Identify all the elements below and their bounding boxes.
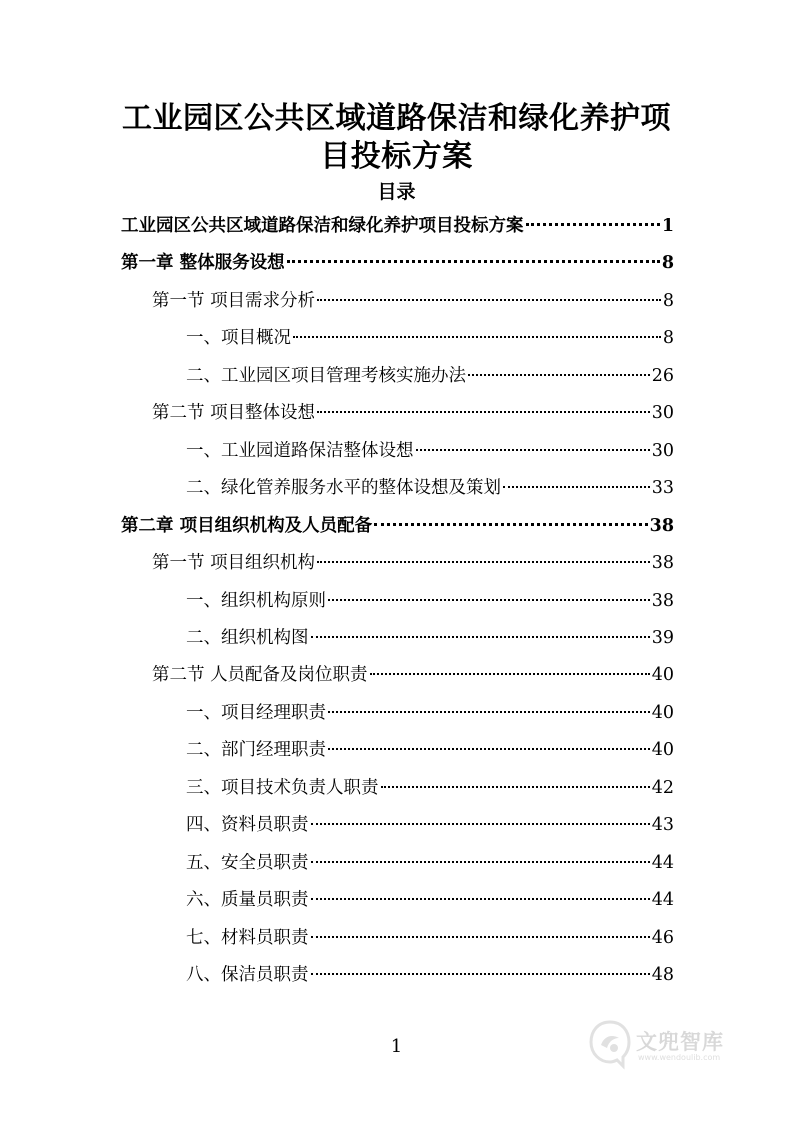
- toc-entry-page: 40: [651, 740, 674, 760]
- toc-entry[interactable]: [186, 924, 674, 952]
- toc-entry-label: 五、安全员职责: [186, 853, 309, 873]
- toc-dot-leader: [503, 486, 650, 488]
- toc-dot-leader: [317, 299, 661, 301]
- toc-entry-label: 二、部门经理职责: [186, 740, 326, 760]
- toc-dot-leader: [374, 523, 648, 526]
- watermark: [586, 1018, 756, 1074]
- toc-dot-leader: [311, 936, 650, 938]
- toc-entry-label: 第一节 项目组织机构: [152, 553, 316, 573]
- toc-dot-leader: [311, 636, 650, 638]
- toc-entry[interactable]: [186, 849, 674, 877]
- toc-entry[interactable]: [186, 886, 674, 914]
- toc-entry-label: 第二章 项目组织机构及人员配备: [121, 516, 373, 536]
- document-title: [100, 100, 693, 176]
- page-number: 1: [390, 1036, 403, 1057]
- toc-dot-leader: [370, 673, 650, 675]
- toc-entry-label: 第二节 项目整体设想: [152, 403, 316, 423]
- toc-entry[interactable]: [186, 736, 674, 764]
- toc-entry[interactable]: [186, 437, 674, 465]
- toc-entry-page: 26: [651, 366, 674, 386]
- toc-entry-label: 二、工业园区项目管理考核实施办法: [186, 366, 466, 386]
- toc-entry[interactable]: [121, 249, 674, 277]
- toc-entry-page: 42: [651, 778, 674, 798]
- toc-entry-label: 一、工业园道路保洁整体设想: [186, 441, 414, 461]
- toc-dot-leader: [287, 260, 660, 263]
- toc-dot-leader: [468, 374, 650, 376]
- toc-dot-leader: [311, 861, 650, 863]
- toc-entry[interactable]: [186, 811, 674, 839]
- toc-entry[interactable]: [152, 661, 674, 689]
- toc-entry-label: 二、组织机构图: [186, 628, 309, 648]
- toc-entry[interactable]: [152, 399, 674, 427]
- toc-entry[interactable]: [121, 512, 674, 540]
- toc-entry-page: 44: [651, 890, 674, 910]
- toc-entry-page: 1: [661, 216, 674, 236]
- toc-entry-page: 30: [651, 441, 674, 461]
- toc-entry[interactable]: [186, 362, 674, 390]
- toc-entry-page: 40: [651, 665, 674, 685]
- toc-entry-label: 七、材料员职责: [186, 928, 309, 948]
- toc-entry[interactable]: [186, 699, 674, 727]
- toc-entry-label: 第一章 整体服务设想: [121, 253, 285, 273]
- toc-entry-page: 44: [651, 853, 674, 873]
- toc-entry-page: 40: [651, 703, 674, 723]
- toc-dot-leader: [328, 711, 650, 713]
- toc-entry-page: 8: [662, 291, 674, 311]
- toc-entry[interactable]: [186, 324, 674, 352]
- toc-dot-leader: [317, 411, 650, 413]
- toc-entry[interactable]: [186, 474, 674, 502]
- toc-dot-leader: [311, 823, 650, 825]
- toc-entry-page: 39: [651, 628, 674, 648]
- toc-entry-label: 第二节 人员配备及岗位职责: [152, 665, 368, 685]
- toc-entry[interactable]: [186, 961, 674, 989]
- document-title-line-1: 工业园区公共区域道路保洁和绿化养护项: [122, 101, 671, 136]
- toc-dot-leader: [317, 561, 650, 563]
- toc-entry-page: 48: [651, 965, 674, 985]
- toc-entry[interactable]: [186, 774, 674, 802]
- watermark-text: 文兜智库: [636, 1030, 724, 1054]
- toc-dot-leader: [328, 748, 650, 750]
- toc-heading: 目录: [377, 181, 416, 203]
- toc-entry-page: 43: [651, 815, 674, 835]
- toc-dot-leader: [416, 449, 650, 451]
- toc-entry-page: 38: [651, 553, 674, 573]
- watermark-url: www.wendoulib.com: [638, 1053, 721, 1062]
- toc-entry-label: 第一节 项目需求分析: [152, 291, 316, 311]
- toc-dot-leader: [526, 223, 660, 226]
- toc-dot-leader: [293, 336, 661, 338]
- toc-entry[interactable]: [186, 587, 674, 615]
- toc-entry-label: 二、绿化管养服务水平的整体设想及策划: [186, 478, 501, 498]
- toc-entry-page: 33: [651, 478, 674, 498]
- toc-entry[interactable]: [152, 287, 674, 315]
- toc-dot-leader: [311, 973, 650, 975]
- toc-entry-label: 工业园区公共区域道路保洁和绿化养护项目投标方案: [121, 216, 524, 236]
- toc-entry-page: 30: [651, 403, 674, 423]
- toc-dot-leader: [328, 599, 650, 601]
- toc-entry-label: 六、质量员职责: [186, 890, 309, 910]
- toc-entry[interactable]: [152, 549, 674, 577]
- toc-entry-page: 8: [662, 328, 674, 348]
- toc-entry-label: 一、项目概况: [186, 328, 291, 348]
- toc-dot-leader: [311, 898, 650, 900]
- toc-entry-page: 38: [649, 516, 674, 536]
- toc-entry-label: 四、资料员职责: [186, 815, 309, 835]
- watermark-logo-icon: [586, 1018, 634, 1070]
- toc-entry[interactable]: [186, 624, 674, 652]
- toc-entry-page: 8: [661, 253, 674, 273]
- toc-entry[interactable]: [121, 212, 674, 240]
- toc-entry-label: 八、保洁员职责: [186, 965, 309, 985]
- toc-entry-label: 一、组织机构原则: [186, 591, 326, 611]
- toc-entry-page: 46: [651, 928, 674, 948]
- toc-entry-page: 38: [651, 591, 674, 611]
- document-title-line-2: 目投标方案: [320, 139, 473, 174]
- toc-dot-leader: [381, 786, 650, 788]
- toc-entry-label: 一、项目经理职责: [186, 703, 326, 723]
- toc-entry-label: 三、项目技术负责人职责: [186, 778, 379, 798]
